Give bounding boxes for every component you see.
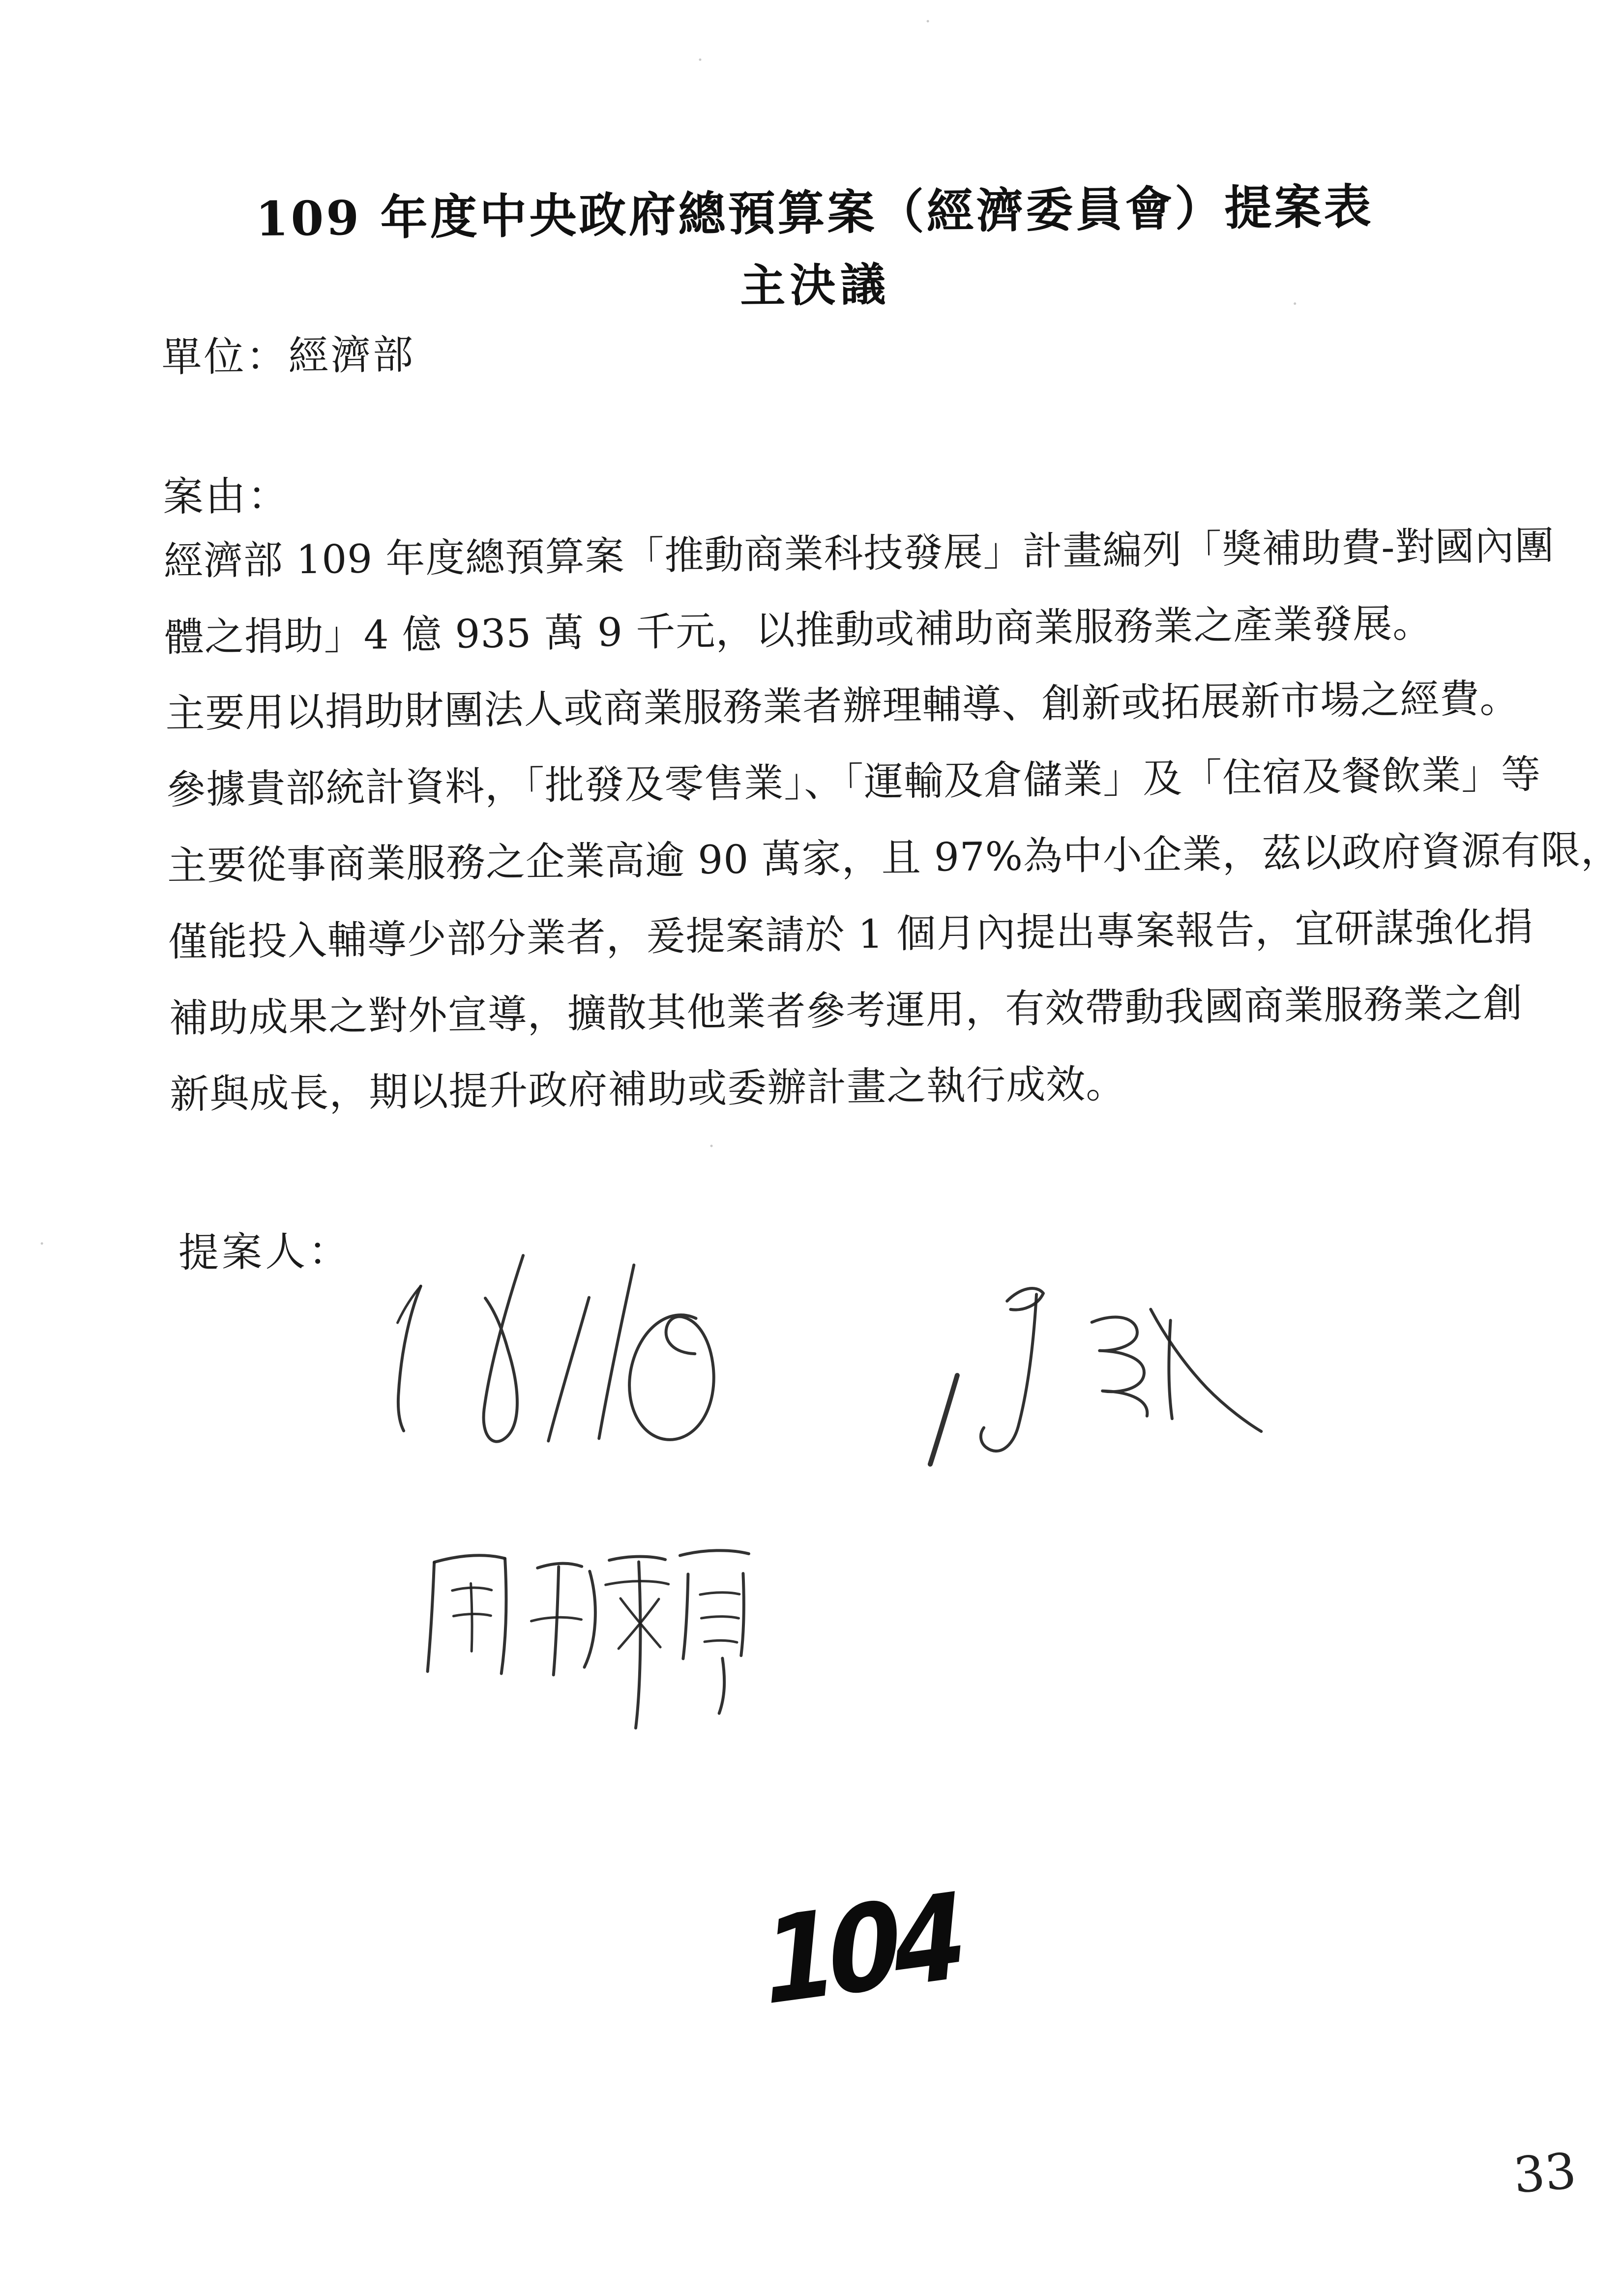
case-body-line: 主要從事商業服務之企業高逾 90 萬家，且 97%為中小企業，茲以政府資源有限， [167, 826, 1621, 889]
case-body-line: 新與成長，期以提升政府補助或委辦計畫之執行成效。 [169, 1061, 1126, 1118]
case-body-line: 補助成果之對外宣導，擴散其他業者參考運用，有效帶動我國商業服務業之創 [168, 980, 1523, 1042]
case-body-line: 體之捐助」4 億 935 萬 9 千元，以推動或補助商業服務業之產業發展。 [164, 600, 1433, 661]
case-body-line: 主要用以捐助財團法人或商業服務業者辦理輔導、創新或拓展新市場之經費。 [165, 675, 1520, 737]
handwritten-number: 104 [756, 1865, 965, 2034]
handwritten-signature-3 [408, 1496, 760, 1733]
unit-line: 單位：經濟部 [161, 331, 415, 381]
case-body-line: 僅能投入輔導少部分業者，爰提案請於 1 個月內提出專案報告，宜研謀強化捐 [168, 903, 1534, 965]
document-subtitle: 主決議 [739, 258, 891, 313]
document-title: 109 年度中央政府總預算案（經濟委員會）提案表 [255, 178, 1374, 247]
proposer-label: 提案人： [178, 1228, 352, 1277]
case-label: 案由： [162, 472, 291, 521]
handwritten-signature-1 [373, 1245, 725, 1467]
handwritten-signature-2 [904, 1261, 1266, 1474]
case-body [163, 519, 1621, 1143]
page-number: 33 [1511, 2142, 1579, 2205]
case-body-line: 參據貴部統計資料，「批發及零售業」、「運輸及倉儲業」及「住宿及餐飲業」等 [166, 751, 1541, 813]
case-body-line: 經濟部 109 年度總預算案「推動商業科技發展」計畫編列「獎補助費-對國內團 [163, 523, 1555, 584]
